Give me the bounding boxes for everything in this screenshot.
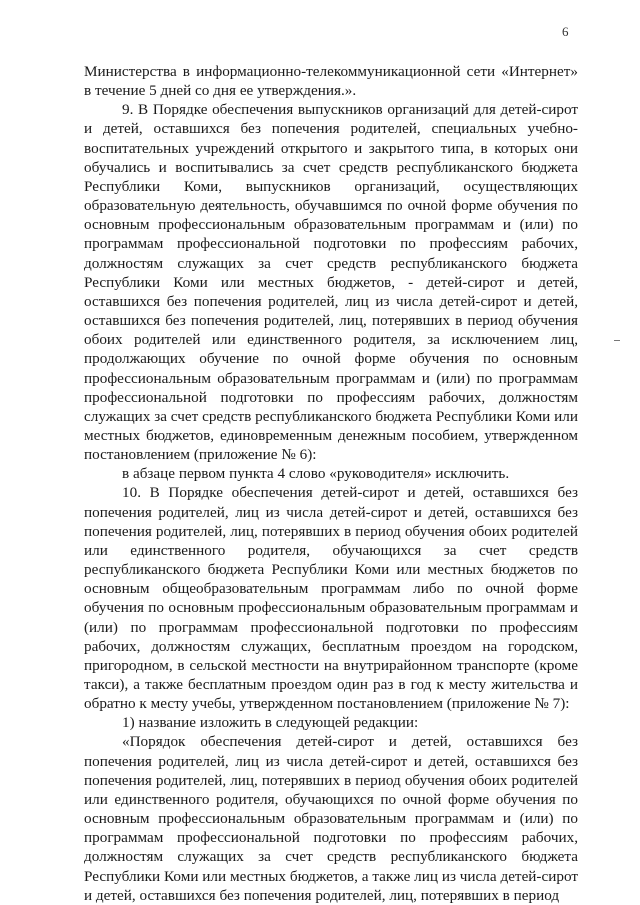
document-body: [84, 62, 578, 905]
scan-artifact-mark: [614, 340, 620, 341]
paragraph: «Порядок обеспечения детей-сирот и детей, оставшихся без попечения родителей, лиц из числа детей-сирот и детей, оставшихся без попечения родителей, лиц, потерявших в период обучения обоих родителей или единственного родителя, обучающихся по очной форме обучения по основным профессиональным образовательным программам и (или) по программам профессиональной подготовки по профессиям рабочих, должностям служащих за счет средств республиканского бюджета Республики Коми или местных бюджетов, а также лиц из числа детей-сирот и детей, оставшихся без попечения родителей, лиц, потерявших в период: [84, 733, 578, 904]
paragraph: 1) название изложить в следующей редакции:: [122, 714, 419, 732]
paragraph: 10. В Порядке обеспечения детей-сирот и детей, оставшихся без попечения родителей, лиц из числа детей-сирот и детей, оставшихся без попечения родителей, лиц, потерявших в период обучения обоих родителей или единственного родителя, обучающихся за счет средств республиканского бюджета Республики Коми или местных бюджетов по основным общеобразовательным программам либо по очной форме обучения по основным профессиональным образовательным программам и (или) по программам профессиональной подготовки по профессиям рабочих, должностям служащих, бесплатным проездом на городском, пригородном, в сельской местности на внутрирайонном транспорте (кроме такси), а также бесплатным проездом один раз в год к месту жительства и обратно к месту учебы, утвержденном постановлением (приложение № 7):: [84, 484, 578, 713]
paragraph: 9. В Порядке обеспечения выпускников организаций для детей-сирот и детей, оставшихся без попечения родителей, специальных учебно-воспитательных учреждений открытого и закрытого типа, в которых они обучались и воспитывались за счет средств республиканского бюджета Республики Коми, выпускников организаций, осуществляющих образовательную деятельность, обучавшимся по очной форме обучения по основным профессиональным образовательным программам и (или) по программам профессиональной подготовки по профессиям рабочих, должностям служащих за счет средств республиканского бюджета Республики Коми или местных бюджетов, - детей-сирот и детей, оставшихся без попечения родителей, лиц из числа детей-сирот и детей, оставшихся без попечения родителей, лиц, потерявших в период обучения обоих родителей или единственного родителя, за исключением лиц, продолжающих обучение по очной форме обучения по основным профессиональным образовательным программам и (или) по программам профессиональной подготовки по профессиям рабочих, должностям служащих за счет средств республиканского бюджета Республики Коми или местных бюджетов, единовременным денежным пособием, утвержденном постановлением (приложение № 6):: [84, 101, 578, 464]
page-number: 6: [562, 24, 569, 39]
paragraph: Министерства в информационно-телекоммуникационной сети «Интернет» в течение 5 дней со дня ее утверждения.».: [84, 63, 578, 100]
paragraph: в абзаце первом пункта 4 слово «руководителя» исключить.: [122, 465, 510, 483]
